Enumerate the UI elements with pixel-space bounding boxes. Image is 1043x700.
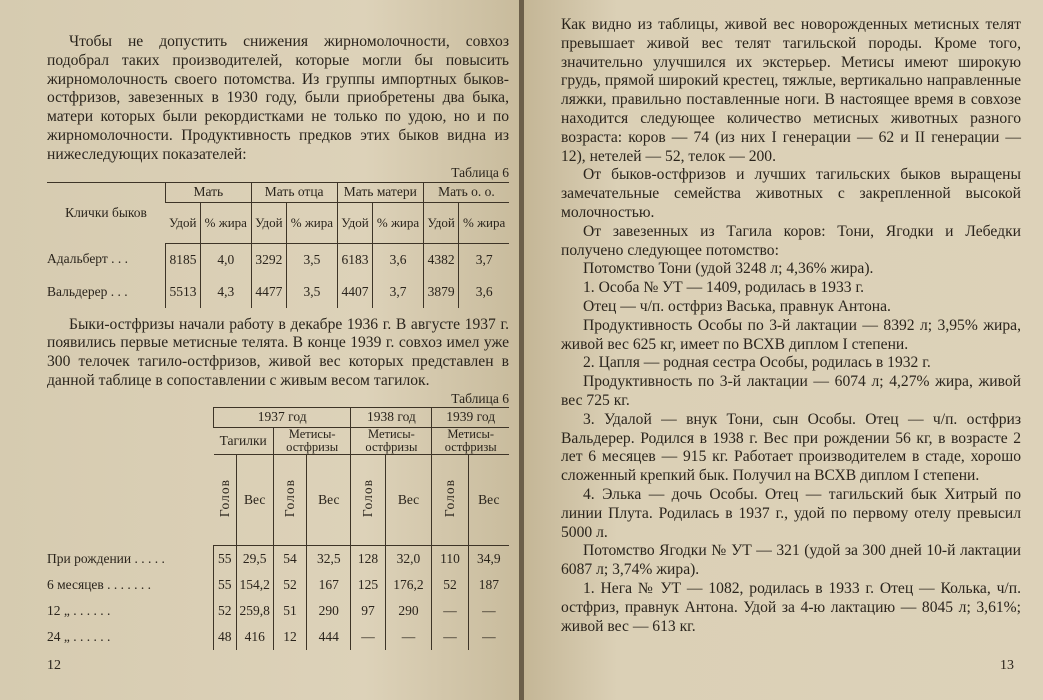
table-cell: 128 [351, 545, 385, 572]
heads-label: Голов [442, 478, 457, 517]
table-cell: — [432, 624, 468, 650]
table1-yield-header: Удой [337, 202, 372, 243]
table-cell: 154,2 [236, 572, 273, 598]
table1-group-header: Мать [166, 182, 252, 202]
paragraph: Продуктивность Особы по 3-й лактации — 8392 л; 3,95% жира, живой вес 625 кг, имеет по ВСХВ диплом I степени. [561, 316, 1021, 353]
table2-group-header: Метисы-остфризы [432, 427, 509, 454]
table-cell: 167 [307, 572, 351, 598]
page-number: 13 [1000, 658, 1014, 673]
table-cell: 5513 [166, 276, 201, 308]
heads-label: Голов [282, 478, 297, 517]
paragraph: От быков-остфризов и лучших тагильских быков выращены замечательные семейства животных с закрепленной высокой молочностью. [561, 166, 1021, 221]
right-page-text [561, 16, 1021, 636]
table-cell: 34,9 [468, 545, 509, 572]
table-cell: 55 [214, 545, 237, 572]
table-cell: 29,5 [236, 545, 273, 572]
table-cell: 259,8 [236, 598, 273, 624]
table2-group-header: Метисы-остфризы [351, 427, 432, 454]
table1-yield-header: Удой [166, 202, 201, 243]
table-cell: 48 [214, 624, 237, 650]
age-label: 6 месяцев . . . . . . . [47, 576, 152, 592]
table-cell: 6183 [337, 243, 372, 276]
table-cell: 52 [214, 598, 237, 624]
table-cell: 444 [307, 624, 351, 650]
table2-group-header: Метисы-остфризы [273, 427, 351, 454]
intro-paragraph: Чтобы не допустить снижения жирномолочности, совхоз подобрал таких производителей, которые могли бы повысить жирномолочность своего потомства. Из группы импортных быков-остфризов, завезенных в 1930 году, были приобретены два быка, матери которых были рекордистками не только по удою, но и по жирномолочности. Продуктивность предков этих быков видна из нижеследующих показателей: [47, 33, 509, 163]
table-cell: — [351, 624, 385, 650]
table-cell: 187 [468, 572, 509, 598]
table-cell: 3,5 [287, 243, 338, 276]
table-row [47, 545, 509, 572]
table-cell: 12 [273, 624, 306, 650]
table-cell: 125 [351, 572, 385, 598]
table-cell: 97 [351, 598, 385, 624]
paragraph: Как видно из таблицы, живой вес новорожденных метисных телят превышает живой вес телят тагильской породы. Кроме того, значительно улучшился их экстерьер. Метисы имеют широкую грудь, прямой широкий крестец, тяжлые, вертикально направленные ляжки, правильно поставленные ноги. В настоящее время в совхозе находится следующее количество метисных животных разного возраста: коров — 74 (из них I генерации — 62 и II генерации — 12), нетелей — 52, телок — 200. [561, 16, 1021, 165]
table1-group-header: Мать матери [337, 182, 423, 202]
paragraph: Отец — ч/п. остфриз Васька, правнук Антона. [583, 297, 891, 315]
table1-fat-header: % жира [373, 202, 424, 243]
table-row [47, 572, 509, 598]
table2-heads-header [351, 454, 385, 545]
table1-fat-header: % жира [459, 202, 509, 243]
table2-heads-header [432, 454, 468, 545]
table2-year-header: 1937 год [214, 407, 351, 427]
table2-heads-header [214, 454, 237, 545]
table2-corner [47, 407, 214, 545]
table2-caption: Таблица 6 [451, 390, 509, 406]
table1-caption: Таблица 6 [451, 164, 509, 180]
table1-fat-header: % жира [287, 202, 338, 243]
paragraph: 1. Нега № УТ — 1082, родилась в 1933 г. Отец — Колька, ч/п. остфриз, правнук Антона. Удой за 4-ю лактацию — 8045 л; 3,61%; живой вес — 613 кг. [561, 579, 1021, 635]
heads-label: Голов [359, 478, 375, 517]
weight-table [47, 407, 509, 650]
table2-year-header: 1938 год [351, 407, 432, 427]
table-cell: 32,5 [307, 545, 351, 572]
table1-name-header: Клички быков [47, 182, 166, 243]
table-cell: 3,6 [459, 276, 509, 308]
table-cell: 3,7 [373, 276, 424, 308]
age-label: 12 „ . . . . . . [47, 602, 111, 618]
table2-year-header: 1939 год [432, 407, 509, 427]
history-paragraph: Быки-остфризы начали работу в декабре 1936 г. В августе 1937 г. появились первые метисные телята. В конце 1939 г. совхоз имел уже 300 телочек тагило-остфризов, живой вес которых представлен в данной таблице в сопоставлении с живым весом тагилок. [47, 315, 509, 389]
table-row [47, 243, 509, 276]
table1-group-header: Мать о. о. [423, 182, 509, 202]
paragraph: 4. Элька — дочь Особы. Отец — тагильский бык Хитрый по линии Плута. Родилась в 1937 г., удой по первому отелу превысил 5000 л. [561, 485, 1021, 541]
table-cell: 4382 [423, 243, 458, 276]
paragraph: 3. Удалой — внук Тони, сын Особы. Отец — ч/п. остфриз Вальдерер. Родился в 1938 г. Вес при рождении 56 кг, в возрасте 2 лет 6 месяцев — 915 кг. Работает производителем в стаде, хорошо сложенный крепкий бык. Получил на ВСХВ диплом I степени. [561, 410, 1021, 485]
table2-heads-header [273, 454, 306, 545]
paragraph: Потомство Ягодки № УТ — 321 (удой за 300 дней 10-й лактации 6087 л; 3,74% жира). [561, 542, 1021, 579]
table-cell: 52 [432, 572, 468, 598]
bull-name: Адальберт . . . [47, 251, 129, 267]
age-label: При рождении . . . . . [47, 550, 165, 566]
table-cell: 55 [214, 572, 237, 598]
bull-name: Вальдерер . . . [47, 283, 128, 299]
table-cell: — [432, 598, 468, 624]
table-cell: — [468, 624, 509, 650]
table2-weight-header: Вес [468, 454, 509, 545]
heads-label: Голов [216, 478, 232, 517]
table-cell: 4407 [337, 276, 372, 308]
paragraph: Продуктивность по 3-й лактации — 6074 л; 4,27% жира, живой вес 725 кг. [561, 373, 1021, 409]
table-row [47, 624, 509, 650]
paragraph: 2. Цапля — родная сестра Особы, родилась в 1932 г. [583, 354, 931, 372]
table-cell: 51 [273, 598, 306, 624]
table2-weight-header: Вес [236, 454, 273, 545]
table-cell: 4,3 [200, 276, 251, 308]
table-row [47, 276, 509, 308]
table1-yield-header: Удой [251, 202, 286, 243]
table1-group-header: Мать отца [251, 182, 337, 202]
table-cell: 290 [385, 598, 432, 624]
table-cell: 4477 [251, 276, 286, 308]
table-cell: 110 [432, 545, 468, 572]
left-page-text [47, 33, 509, 650]
table-cell: 32,0 [385, 545, 432, 572]
paragraph: Потомство Тони (удой 3248 л; 4,36% жира). [583, 260, 874, 278]
page-number: 12 [47, 658, 61, 673]
table-cell: 8185 [166, 243, 201, 276]
table-cell: — [468, 598, 509, 624]
table2-group-header: Тагилки [214, 427, 274, 454]
table-cell: 3,7 [459, 243, 509, 276]
table-cell: 3,6 [373, 243, 424, 276]
table-cell: 416 [236, 624, 273, 650]
table-row [47, 598, 509, 624]
table-cell: 3292 [251, 243, 286, 276]
table1-yield-header: Удой [423, 202, 458, 243]
left-page [0, 0, 521, 700]
paragraph: От завезенных из Тагила коров: Тони, Ягодки и Лебедки получено следующее потомство: [561, 222, 1021, 259]
table2-weight-header: Вес [385, 454, 432, 545]
table2-weight-header: Вес [307, 454, 351, 545]
table-cell: — [385, 624, 432, 650]
table-cell: 52 [273, 572, 306, 598]
paragraph: 1. Особа № УТ — 1409, родилась в 1933 г. [583, 279, 864, 297]
table-cell: 3879 [423, 276, 458, 308]
age-label: 24 „ . . . . . . [47, 628, 111, 644]
table-cell: 54 [273, 545, 306, 572]
table-cell: 290 [307, 598, 351, 624]
table-cell: 3,5 [287, 276, 338, 308]
table-cell: 176,2 [385, 572, 432, 598]
table-cell: 4,0 [200, 243, 251, 276]
ancestry-table [47, 182, 509, 308]
table1-fat-header: % жира [200, 202, 251, 243]
